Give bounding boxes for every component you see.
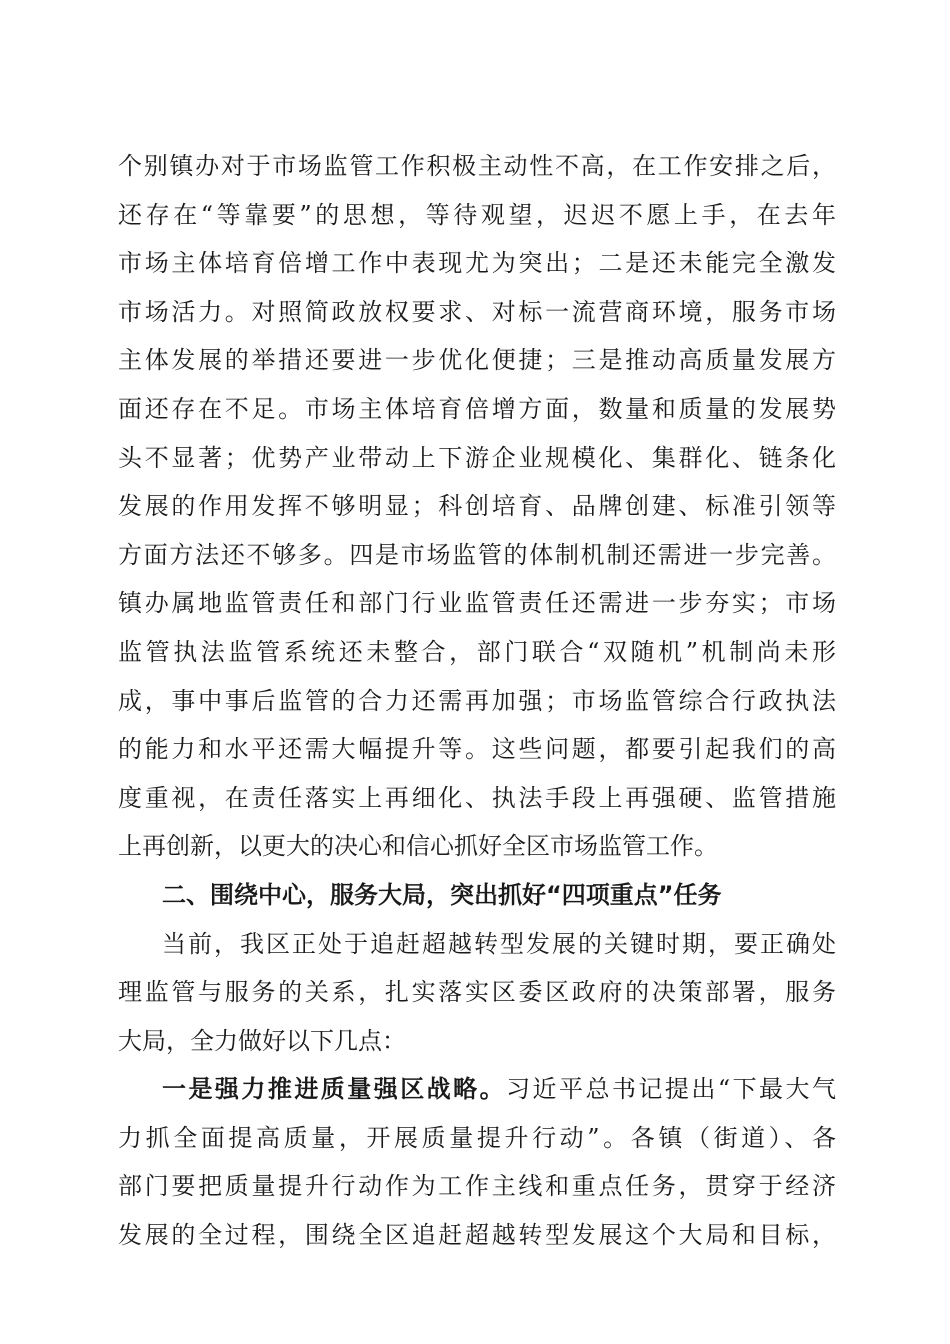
text-line: 力抓全面提高质量，开展质量提升行动”。各镇（街道）、各 bbox=[118, 1123, 836, 1152]
text-line: 监管执法监管系统还未整合，部门联合“双随机”机制尚未形 bbox=[118, 637, 836, 666]
document-body bbox=[118, 142, 836, 1260]
text-line: 大局，全力做好以下几点： bbox=[118, 1026, 406, 1055]
text-line: 部门要把质量提升行动作为工作主线和重点任务，贯穿于经济 bbox=[118, 1172, 836, 1201]
text-line: 度重视，在责任落实上再细化、执法手段上再强硬、监管措施 bbox=[118, 783, 836, 812]
text-line: 个别镇办对于市场监管工作积极主动性不高，在工作安排之后， bbox=[118, 152, 836, 180]
text-line: 市场主体培育倍增工作中表现尤为突出；二是还未能完全激发 bbox=[118, 249, 836, 278]
lead-rest-text: 习近平总书记提出“下最大气 bbox=[506, 1075, 836, 1104]
paragraph-problems bbox=[118, 142, 836, 871]
section-heading: 二、围绕中心，服务大局，突出抓好“四项重点”任务 bbox=[162, 880, 722, 909]
text-line: 的能力和水平还需大幅提升等。这些问题，都要引起我们的高 bbox=[118, 735, 836, 764]
text-line: 头不显著；优势产业带动上下游企业规模化、集群化、链条化 bbox=[118, 443, 836, 472]
paragraph-context bbox=[118, 920, 836, 1066]
text-line: 镇办属地监管责任和部门行业监管责任还需进一步夯实；市场 bbox=[118, 589, 836, 618]
text-line: 理监管与服务的关系，扎实落实区委区政府的决策部署，服务 bbox=[118, 978, 836, 1007]
text-line: 市场活力。对照简政放权要求、对标一流营商环境，服务市场 bbox=[118, 297, 836, 326]
text-line: 发展的作用发挥不够明显；科创培育、品牌创建、标准引领等 bbox=[118, 492, 836, 521]
text-line: 上再创新，以更大的决心和信心抓好全区市场监管工作。 bbox=[118, 832, 718, 861]
text-line: 发展的全过程，围绕全区追赶超越转型发展这个大局和目标， bbox=[118, 1221, 836, 1250]
text-line: 主体发展的举措还要进一步优化便捷；三是推动高质量发展方 bbox=[118, 346, 836, 375]
text-line: 成，事中事后监管的合力还需再加强；市场监管综合行政执法 bbox=[118, 686, 836, 715]
text-line: 还存在“等靠要”的思想，等待观望，迟迟不愿上手，在去年 bbox=[118, 200, 836, 229]
paragraph-quality bbox=[118, 1065, 836, 1259]
text-line: 当前，我区正处于追赶超越转型发展的关键时期，要正确处 bbox=[162, 929, 836, 958]
text-line: 方面方法还不够多。四是市场监管的体制机制还需进一步完善。 bbox=[118, 540, 836, 569]
text-line: 面还存在不足。市场主体培育倍增方面，数量和质量的发展势 bbox=[118, 394, 836, 423]
text-line bbox=[118, 1065, 836, 1114]
bold-lead-text: 一是强力推进质量强区战略。 bbox=[162, 1075, 507, 1104]
